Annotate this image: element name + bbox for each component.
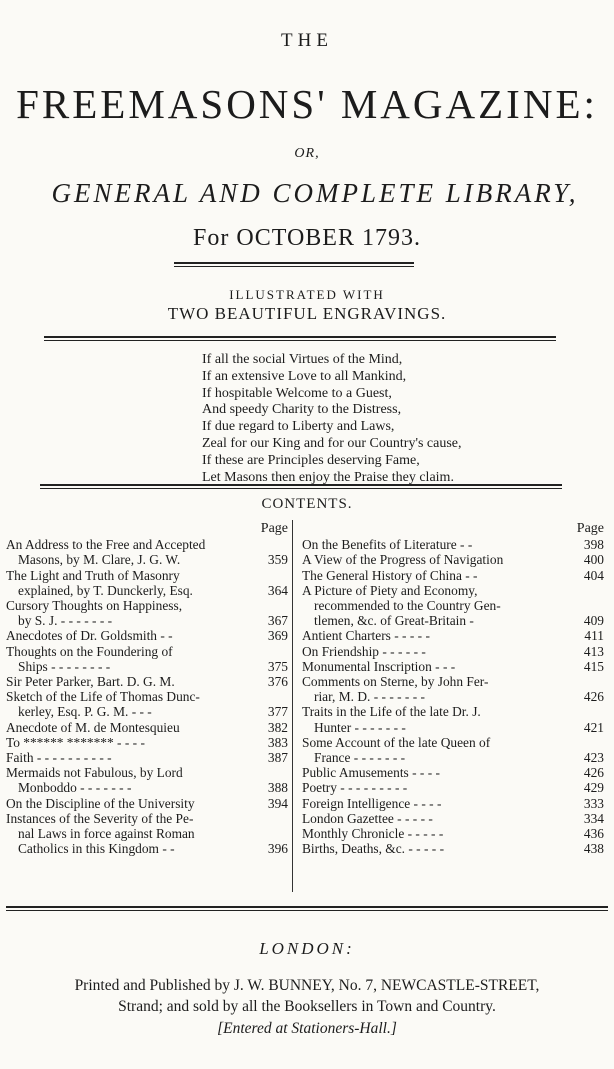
entry-title-line: Anecdotes of Dr. Goldsmith - -: [6, 628, 173, 644]
entry-title-line: Ships - - - - - - - -: [18, 658, 111, 674]
entry-page-number: 404: [583, 567, 604, 583]
entry-title-line: London Gazettee - - - - -: [302, 810, 433, 826]
imprint-sellers: Strand; and sold by all the Booksellers in Town and Country.: [118, 998, 496, 1015]
entry-title-line: Catholics in this Kingdom - -: [18, 841, 175, 857]
contents-heading: CONTENTS.: [261, 496, 353, 512]
entry-title-line: A View of the Progress of Navigation: [302, 552, 504, 568]
entry-title-line: The Light and Truth of Masonry: [6, 567, 180, 583]
entry-page-number: 369: [267, 628, 288, 644]
entry-title-line: Births, Deaths, &c. - - - - -: [302, 841, 445, 857]
contents-right-column: [302, 521, 604, 856]
epigraph-poem: [202, 352, 532, 486]
illustrated-line: ILLUSTRATED WITH: [229, 287, 385, 302]
entry-title-line: A Picture of Piety and Economy,: [302, 582, 478, 598]
entry-title-line: Foreign Intelligence - - - -: [302, 795, 442, 811]
contents-entry: [6, 735, 288, 750]
entry-page-number: 382: [267, 719, 288, 735]
entry-page-number: 334: [583, 810, 604, 826]
contents-entry: [6, 628, 288, 643]
contents-entry: [302, 583, 604, 629]
entry-page-number: 423: [583, 750, 604, 766]
entry-page-number: 375: [267, 658, 288, 674]
entry-page-number: 426: [583, 689, 604, 705]
entry-title-line: Masons, by M. Clare, J. G. W.: [18, 552, 181, 568]
divider-rule: [6, 910, 608, 911]
entry-page-number: 398: [583, 537, 604, 553]
magazine-title: FREEMASONS' MAGAZINE:: [16, 81, 598, 127]
entry-title-line: An Address to the Free and Accepted: [6, 537, 206, 553]
entry-page-number: 383: [267, 734, 288, 750]
imprint-publisher: Printed and Published by J. W. BUNNEY, No. 7, NEWCASTLE-STREET,: [74, 977, 540, 994]
poem-line: If these are Principles deserving Fame,: [202, 452, 420, 468]
page-column-label: Page: [260, 521, 288, 536]
contents-entry: [6, 796, 288, 811]
contents-entry: [302, 568, 604, 583]
entry-page-number: 387: [267, 750, 288, 766]
entry-title-line: by S. J. - - - - - - -: [18, 613, 113, 629]
subtitle: GENERAL AND COMPLETE LIBRARY,: [51, 178, 579, 208]
entry-title-line: Some Account of the late Queen of: [302, 734, 491, 750]
entry-title-line: On Friendship - - - - - -: [302, 643, 426, 659]
contents-entry: [302, 704, 604, 734]
poem-line: If due regard to Liberty and Laws,: [202, 419, 395, 435]
column-divider: [292, 520, 293, 892]
entry-title-line: Instances of the Severity of the Pe-: [6, 810, 194, 826]
contents-entry: [302, 780, 604, 795]
page-column-label: Page: [576, 521, 604, 536]
contents-entry: [302, 811, 604, 826]
entry-title-line: Hunter - - - - - - -: [314, 719, 406, 735]
entry-title-line: France - - - - - - -: [314, 750, 406, 766]
divider-rule: [44, 336, 556, 338]
contents-entry: [6, 689, 288, 719]
entry-page-number: 394: [267, 795, 288, 811]
divider-rule: [174, 262, 414, 264]
entry-page-number: 429: [583, 780, 604, 796]
contents-left-column: [6, 521, 288, 856]
title-or: OR,: [294, 146, 320, 161]
entry-title-line: Monboddo - - - - - - -: [18, 780, 132, 796]
imprint-city: LONDON:: [259, 939, 355, 958]
divider-rule: [44, 340, 556, 341]
entry-page-number: 364: [267, 582, 288, 598]
entry-page-number: 388: [267, 780, 288, 796]
contents-entry: [302, 537, 604, 552]
divider-rule: [174, 266, 414, 267]
entry-title-line: Antient Charters - - - - -: [302, 628, 430, 644]
entry-title-line: tlemen, &c. of Great-Britain -: [314, 613, 474, 629]
contents-entry: [6, 720, 288, 735]
contents-entry: [6, 644, 288, 674]
entry-page-number: 409: [583, 613, 604, 629]
entry-title-line: Thoughts on the Foundering of: [6, 643, 173, 659]
poem-line: If hospitable Welcome to a Guest,: [202, 385, 392, 401]
poem-line: If all the social Virtues of the Mind,: [202, 352, 403, 367]
entry-page-number: 333: [583, 795, 604, 811]
divider-rule: [6, 906, 608, 908]
contents-entry: [302, 644, 604, 659]
divider-rule: [40, 484, 562, 486]
contents-entry: [302, 796, 604, 811]
contents-entry: [302, 628, 604, 643]
entry-title-line: The General History of China - -: [302, 567, 478, 583]
entry-page-number: 413: [583, 643, 604, 659]
entry-page-number: 377: [267, 704, 288, 720]
divider-rule: [40, 488, 562, 489]
contents-entry: [302, 765, 604, 780]
contents-entry: [6, 537, 288, 567]
poem-line: Zeal for our King and for our Country's cause,: [202, 435, 462, 451]
entry-title-line: Mermaids not Fabulous, by Lord: [6, 765, 183, 781]
contents-entry: [6, 598, 288, 628]
entry-title-line: nal Laws in force against Roman: [18, 826, 195, 842]
contents-entry: [302, 841, 604, 856]
contents-entry: [6, 750, 288, 765]
engravings-line: TWO BEAUTIFUL ENGRAVINGS.: [167, 304, 447, 323]
entry-page-number: 367: [267, 613, 288, 629]
entry-title-line: Monthly Chronicle - - - - -: [302, 826, 444, 842]
poem-line: If an extensive Love to all Mankind,: [202, 368, 407, 384]
entry-page-number: 426: [583, 765, 604, 781]
title-the: THE: [281, 30, 333, 51]
imprint-entered: [Entered at Stationers-Hall.]: [217, 1020, 397, 1037]
entry-title-line: explained, by T. Dunckerly, Esq.: [18, 582, 193, 598]
entry-page-number: 376: [267, 674, 288, 690]
entry-page-number: 438: [583, 841, 604, 857]
entry-title-line: On the Discipline of the University: [6, 795, 195, 811]
entry-page-number: 421: [583, 719, 604, 735]
contents-entry: [6, 674, 288, 689]
contents-entry: [302, 552, 604, 567]
entry-title-line: Cursory Thoughts on Happiness,: [6, 598, 183, 614]
contents-entry: [6, 765, 288, 795]
entry-title-line: Comments on Sterne, by John Fer-: [302, 674, 489, 690]
poem-line: Let Masons then enjoy the Praise they claim.: [202, 469, 454, 485]
entry-page-number: 359: [267, 552, 288, 568]
entry-page-number: 436: [583, 826, 604, 842]
entry-title-line: Sketch of the Life of Thomas Dunc-: [6, 689, 200, 705]
entry-title-line: recommended to the Country Gen-: [314, 598, 501, 614]
entry-page-number: 411: [584, 628, 604, 644]
entry-title-line: Public Amusements - - - -: [302, 765, 440, 781]
contents-entry: [6, 811, 288, 857]
entry-title-line: Monumental Inscription - - -: [302, 658, 456, 674]
entry-title-line: Poetry - - - - - - - - -: [302, 780, 408, 796]
entry-page-number: 400: [583, 552, 604, 568]
entry-title-line: riar, M. D. - - - - - - -: [314, 689, 426, 705]
contents-entry: [6, 568, 288, 598]
contents-entry: [302, 735, 604, 765]
entry-title-line: Anecdote of M. de Montesquieu: [6, 719, 180, 735]
entry-title-line: On the Benefits of Literature - -: [302, 537, 473, 553]
entry-title-line: Sir Peter Parker, Bart. D. G. M.: [6, 674, 175, 690]
contents-entry: [302, 659, 604, 674]
contents-entry: [302, 674, 604, 704]
poem-line: And speedy Charity to the Distress,: [202, 402, 402, 418]
entry-title-line: To ****** ******* - - - -: [6, 734, 145, 750]
entry-title-line: Traits in the Life of the late Dr. J.: [302, 704, 481, 720]
issue-date: For OCTOBER 1793.: [193, 225, 421, 251]
entry-page-number: 396: [267, 841, 288, 857]
contents-entry: [302, 826, 604, 841]
entry-page-number: 415: [583, 658, 604, 674]
entry-title-line: Faith - - - - - - - - - -: [6, 750, 112, 766]
entry-title-line: kerley, Esq. P. G. M. - - -: [18, 704, 152, 720]
